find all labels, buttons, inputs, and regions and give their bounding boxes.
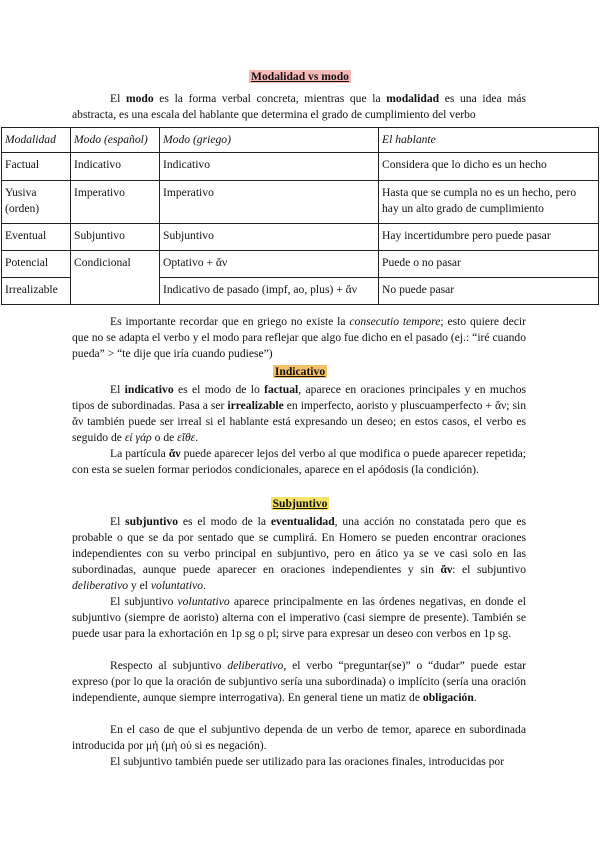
table-header: Modo (español) — [71, 128, 160, 153]
text-span: o de — [151, 431, 178, 444]
table-cell: Indicativo de pasado (impf, ao, plus) + ἄν — [160, 278, 379, 305]
subjuntivo-paragraph-4: En el caso de que el subjuntivo dependa de un verbo de temor, aparece en subordinada introducida por μή (μὴ οὐ si es negación). — [72, 723, 526, 752]
table-header-row — [2, 128, 599, 153]
text-span: es el modo de la — [178, 515, 271, 528]
table-cell: Imperativo — [160, 181, 379, 224]
italic-span: voluntativo — [177, 595, 230, 608]
table-cell: Condicional — [71, 251, 160, 305]
text-span: y el — [128, 579, 151, 592]
text-span: La partícula — [110, 447, 169, 460]
table-row — [2, 153, 599, 181]
table-cell: Subjuntivo — [71, 224, 160, 251]
subjuntivo-paragraph-1 — [72, 514, 526, 594]
bold-span: subjuntivo — [125, 515, 178, 528]
text-span: Respecto al subjuntivo — [110, 659, 228, 672]
note-text-2: ; esto quiere decir que no se adapta el verbo y el modo para reflejar que algo fue dicho en el pasado (ej.: “iré cuando pueda” > “te dije que iría cuando pudiese”) — [72, 315, 526, 360]
intro-text-3: es una idea más abstracta, es una escala del hablante que determina el grado de cumplimiento del verbo — [72, 92, 527, 121]
note-italic: consecutio tempore — [349, 315, 441, 328]
table-cell: Indicativo — [71, 153, 160, 181]
bold-span: obligación — [422, 691, 474, 704]
indicativo-paragraph-1 — [72, 382, 526, 446]
bold-span: factual — [264, 383, 299, 396]
text-span: en imperfecto, aoristo y pluscuamperfecto + ἄν; sin ἄν también puede ser irreal si el hablante está expresando un deseo; en estos casos, el verbo es seguido de — [72, 399, 527, 444]
page-title — [0, 70, 600, 83]
bold-span: ἄν — [168, 447, 181, 460]
text-span: . — [473, 691, 477, 704]
subjuntivo-paragraph-2 — [72, 594, 526, 642]
table-cell: Yusiva (orden) — [2, 181, 71, 224]
text-span: es el modo de lo — [173, 383, 265, 396]
text-span: : el subjuntivo — [452, 563, 527, 576]
table-cell: Hay incertidumbre pero puede pasar — [379, 224, 599, 251]
indicativo-paragraph-2 — [72, 446, 526, 478]
table-cell: Subjuntivo — [160, 224, 379, 251]
subjuntivo-heading-text: Subjuntivo — [272, 497, 328, 510]
bold-span: irrealizable — [227, 399, 284, 412]
text-span: El — [110, 383, 125, 396]
text-span: El subjuntivo — [110, 595, 178, 608]
table-row — [2, 181, 599, 224]
greek-span: εἴθε — [177, 431, 196, 444]
table-cell: Considera que lo dicho es un hecho — [379, 153, 599, 181]
text-span: . — [195, 431, 199, 444]
text-span: puede aparecer lejos del verbo al que modifica o puede aparecer repetida; con esta se suelen formar periodos condicionales, aparece en el apódosis (la condición). — [72, 447, 526, 476]
table-header: Modo (griego) — [160, 128, 379, 153]
table-row — [2, 224, 599, 251]
italic-span: deliberativo — [72, 579, 129, 592]
italic-span: voluntativo — [150, 579, 204, 592]
table-header: El hablante — [379, 128, 599, 153]
text-span: . — [203, 579, 206, 592]
text-span: El — [110, 515, 126, 528]
subjuntivo-paragraph-3 — [72, 658, 526, 706]
italic-span: deliberativo — [227, 659, 284, 672]
table-cell: Puede o no pasar — [379, 251, 599, 278]
intro-text-1: El — [110, 92, 126, 105]
table-header: Modalidad — [2, 128, 71, 153]
intro-paragraph — [72, 91, 526, 123]
section-heading-indicativo — [0, 365, 600, 378]
subjuntivo-paragraph-5: El subjuntivo también puede ser utilizado para las oraciones finales, introducidas por — [110, 755, 505, 768]
text-span: , una acción no constatada pero que es probable o que se da por sentado que se cumplirá. En Homero se pueden encontrar oraciones independientes con su verbo principal en subjuntivo, pero en ático ya se ve casi solo en las subordinadas, aunque puede aparecer en oraciones independientes y sin — [72, 515, 527, 576]
intro-bold-modo: modo — [125, 92, 154, 105]
table-cell: Optativo + ἄν — [160, 251, 379, 278]
text-span: , aparece en oraciones principales y en muchos tipos de subordinadas. Pasa a ser — [72, 383, 526, 412]
intro-bold-modalidad: modalidad — [386, 92, 440, 105]
title-text: Modalidad vs modo — [251, 70, 349, 83]
table-cell: Hasta que se cumpla no es un hecho, pero hay un alto grado de cumplimiento — [379, 181, 599, 224]
greek-span: εἰ γάρ — [124, 431, 152, 444]
note-text-1: Es importante recordar que en griego no existe la — [110, 315, 350, 328]
indicativo-heading-text: Indicativo — [274, 365, 326, 378]
bold-span: indicativo — [124, 383, 174, 396]
table-row — [2, 251, 599, 278]
modality-table — [1, 127, 599, 305]
table-cell: Potencial — [2, 251, 71, 278]
table-cell: Factual — [2, 153, 71, 181]
bold-span: eventualidad — [270, 515, 335, 528]
bold-span: ἄν — [440, 563, 453, 576]
intro-text-2: es la forma verbal concreta, mientras que la — [153, 92, 387, 105]
table-cell: Imperativo — [71, 181, 160, 224]
table-cell: Irrealizable — [2, 278, 71, 305]
text-span: aparece principalmente en las órdenes negativas, en donde el subjuntivo (siempre de aoristo) alterna con el imperativo (casi siempre de presente). También se puede usar para la exhortación en 1p sg o pl; sirve para expresar un deseo con verbos en 1p sg. — [72, 595, 526, 640]
text-span: , el verbo “preguntar(se)” o “dudar” puede estar expreso (por lo que la oración de subjuntivo sería una subordinada) o implícito (sería una oración independiente, aunque siempre interrogativa). En general tiene un matiz de — [72, 659, 526, 704]
table-cell: Indicativo — [160, 153, 379, 181]
section-heading-subjuntivo — [0, 497, 600, 510]
consecutio-note — [72, 314, 526, 362]
table-cell: No puede pasar — [379, 278, 599, 305]
table-cell: Eventual — [2, 224, 71, 251]
